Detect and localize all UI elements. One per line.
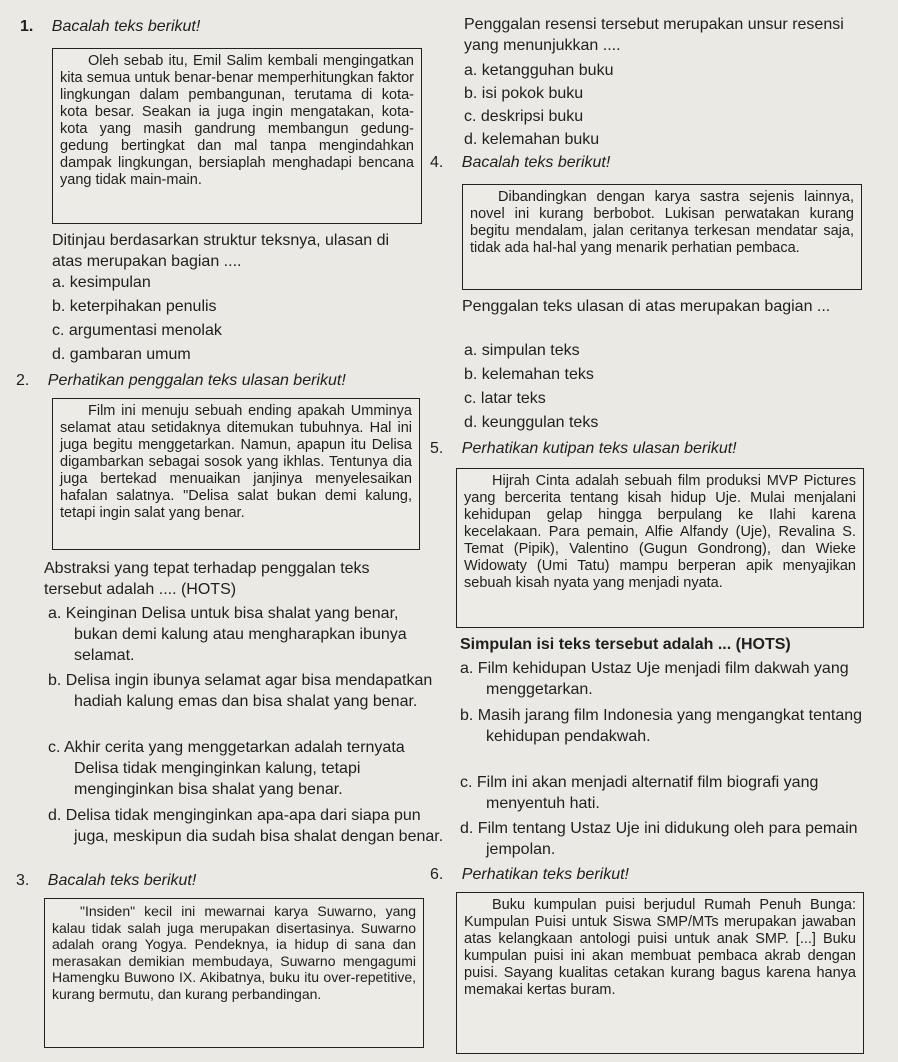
question-2-stem: Abstraksi yang tepat terhadap penggalan teks tersebut adalah .... (HOTS) [44, 560, 370, 598]
question-5-option-b[interactable]: b. Masih jarang film Indonesia yang mengangkat tentang kehidupan pendakwah. [460, 707, 863, 745]
question-2-header [16, 372, 346, 390]
question-number: 5. [430, 440, 444, 457]
question-2-option-d[interactable]: d. Delisa tidak menginginkan apa-apa dari siapa pun juga, meskipun dia sudah bisa shalat dengan benar. [48, 807, 444, 845]
question-4-option-a[interactable]: a. simpulan teks [464, 342, 580, 359]
question-instruction: Bacalah teks berikut! [47, 872, 197, 889]
question-1-header [20, 18, 200, 36]
question-instruction: Bacalah teks berikut! [461, 154, 611, 171]
question-6-passage [456, 892, 864, 1054]
question-4-option-b[interactable]: b. kelemahan teks [464, 366, 594, 383]
question-instruction: Bacalah teks berikut! [51, 18, 201, 35]
question-number: 6. [430, 866, 444, 883]
question-4-passage [462, 184, 862, 290]
question-1-option-b[interactable]: b. keterpihakan penulis [52, 298, 217, 315]
question-2-option-a[interactable]: a. Keinginan Delisa untuk bisa shalat yang benar, bukan demi kalung atau mengharapkan ibunya selamat. [48, 605, 407, 664]
question-1-option-c[interactable]: c. argumentasi menolak [52, 322, 222, 339]
question-1-option-a[interactable]: a. kesimpulan [52, 274, 151, 291]
question-number: 3. [16, 872, 30, 889]
question-4-stem: Penggalan teks ulasan di atas merupakan bagian ... [462, 298, 831, 315]
question-5-stem: Simpulan isi teks tersebut adalah ... (HOTS) [460, 636, 791, 653]
question-1-stem: Ditinjau berdasarkan struktur teksnya, ulasan di atas merupakan bagian .... [52, 232, 390, 270]
question-instruction: Perhatikan penggalan teks ulasan berikut! [47, 372, 346, 389]
question-instruction: Perhatikan kutipan teks ulasan berikut! [461, 440, 737, 457]
question-3-header [16, 872, 196, 890]
passage-text: "Insiden" kecil ini mewarnai karya Suwarno, yang kalau tidak salah juga merupakan disertasinya. Suwarno adalah orang Yogya. Pendeknya, ia hidup di sana dan merasakan demikian membudaya, Suwarno mengagumi Hamengku Buwono IX. Akibatnya, buku itu over-repetitive, kurang bermutu, dan kurang perbandingan. [52, 903, 416, 1002]
question-2-passage [52, 398, 420, 550]
question-6-header [430, 866, 629, 884]
question-3-option-b[interactable]: b. isi pokok buku [464, 85, 584, 102]
question-5-option-a[interactable]: a. Film kehidupan Ustaz Uje menjadi film dakwah yang menggetarkan. [460, 660, 849, 698]
question-5-passage [456, 468, 864, 628]
question-5-option-c[interactable]: c. Film ini akan menjadi alternatif film biografi yang menyentuh hati. [460, 774, 819, 812]
question-4-header [430, 154, 610, 172]
question-3-stem: Penggalan resensi tersebut merupakan unsur resensi yang menunjukkan .... [464, 16, 844, 54]
question-3-option-a[interactable]: a. ketangguhan buku [464, 62, 614, 79]
passage-text: Buku kumpulan puisi berjudul Rumah Penuh Bunga: Kumpulan Puisi untuk Siswa SMP/MTs merupakan jawaban atas kelangkaan antologi puisi untuk anak SMP. [...] Buku kumpulan puisi ini akan membuat pembaca akrab dengan puisi. Sayang kualitas cetakan kurang bagus karena hanya memakai kertas buram. [464, 897, 856, 998]
question-number: 4. [430, 154, 444, 171]
question-3-passage [44, 898, 424, 1048]
question-1-passage [52, 48, 422, 224]
question-3-option-c[interactable]: c. deskripsi buku [464, 108, 584, 125]
question-number: 2. [16, 372, 30, 389]
question-1-option-d[interactable]: d. gambaran umum [52, 346, 191, 363]
passage-text: Oleh sebab itu, Emil Salim kembali mengingatkan kita semua untuk benar-benar memperhitungkan faktor lingkungan dalam pembangunan, terutama di kota-kota besar. Seakan ia juga ingin mengatakan, kota-kota yang masih gandrung membangun gedung-gedung bertingkat dan mal tanpa mengindahkan dampak lingkungan, bersiaplah menghadapi bencana yang tidak main-main. [60, 53, 414, 188]
question-4-option-d[interactable]: d. keunggulan teks [464, 414, 599, 431]
question-3-option-d[interactable]: d. kelemahan buku [464, 131, 600, 148]
question-2-option-c[interactable]: c. Akhir cerita yang menggetarkan adalah ternyata Delisa tidak menginginkan kalung, tetapi menginginkan bisa shalat yang benar. [48, 739, 405, 798]
question-number: 1. [20, 18, 34, 35]
passage-text: Film ini menuju sebuah ending apakah Umminya selamat atau setidaknya ditemukan tubuhnya. Hal ini juga begitu menggetarkan. Namun, apapun itu Delisa digambarkan sebagai sosok yang ikhlas. Tentunya dia juga bertekad menuaikan janjinya menyelesaikan hafalan salatnya. "Delisa salat bukan demi kalung, tetapi ingin salat yang benar. [60, 403, 412, 521]
question-5-header [430, 440, 737, 458]
question-5-option-d[interactable]: d. Film tentang Ustaz Uje ini didukung oleh para pemain jempolan. [460, 820, 858, 858]
question-2-option-b[interactable]: b. Delisa ingin ibunya selamat agar bisa mendapatkan hadiah kalung emas dan bisa shalat yang benar. [48, 672, 433, 710]
question-instruction: Perhatikan teks berikut! [461, 866, 629, 883]
passage-text: Hijrah Cinta adalah sebuah film produksi MVP Pictures yang bercerita tentang kisah hidup Uje. Mulai menjalani kehidupan gelap hingga berpulang ke Ilahi karena kecelakaan. Para pemain, Alfie Alfandy (Uje), Revalina S. Temat (Pipik), Valentino (Gugun Gondrong), dan Wieke Widowaty (Umi Tatu) mampu berperan apik menyajikan sebuah kisah nyata yang menjadi nyata. [464, 473, 856, 591]
passage-text: Dibandingkan dengan karya sastra sejenis lainnya, novel ini kurang berbobot. Lukisan perwatakan kurang begitu mendalam, jalan ceritanya terkesan mendatar saja, tidak ada hal-hal yang menarik perhatian pembaca. [470, 189, 854, 256]
question-4-option-c[interactable]: c. latar teks [464, 390, 546, 407]
